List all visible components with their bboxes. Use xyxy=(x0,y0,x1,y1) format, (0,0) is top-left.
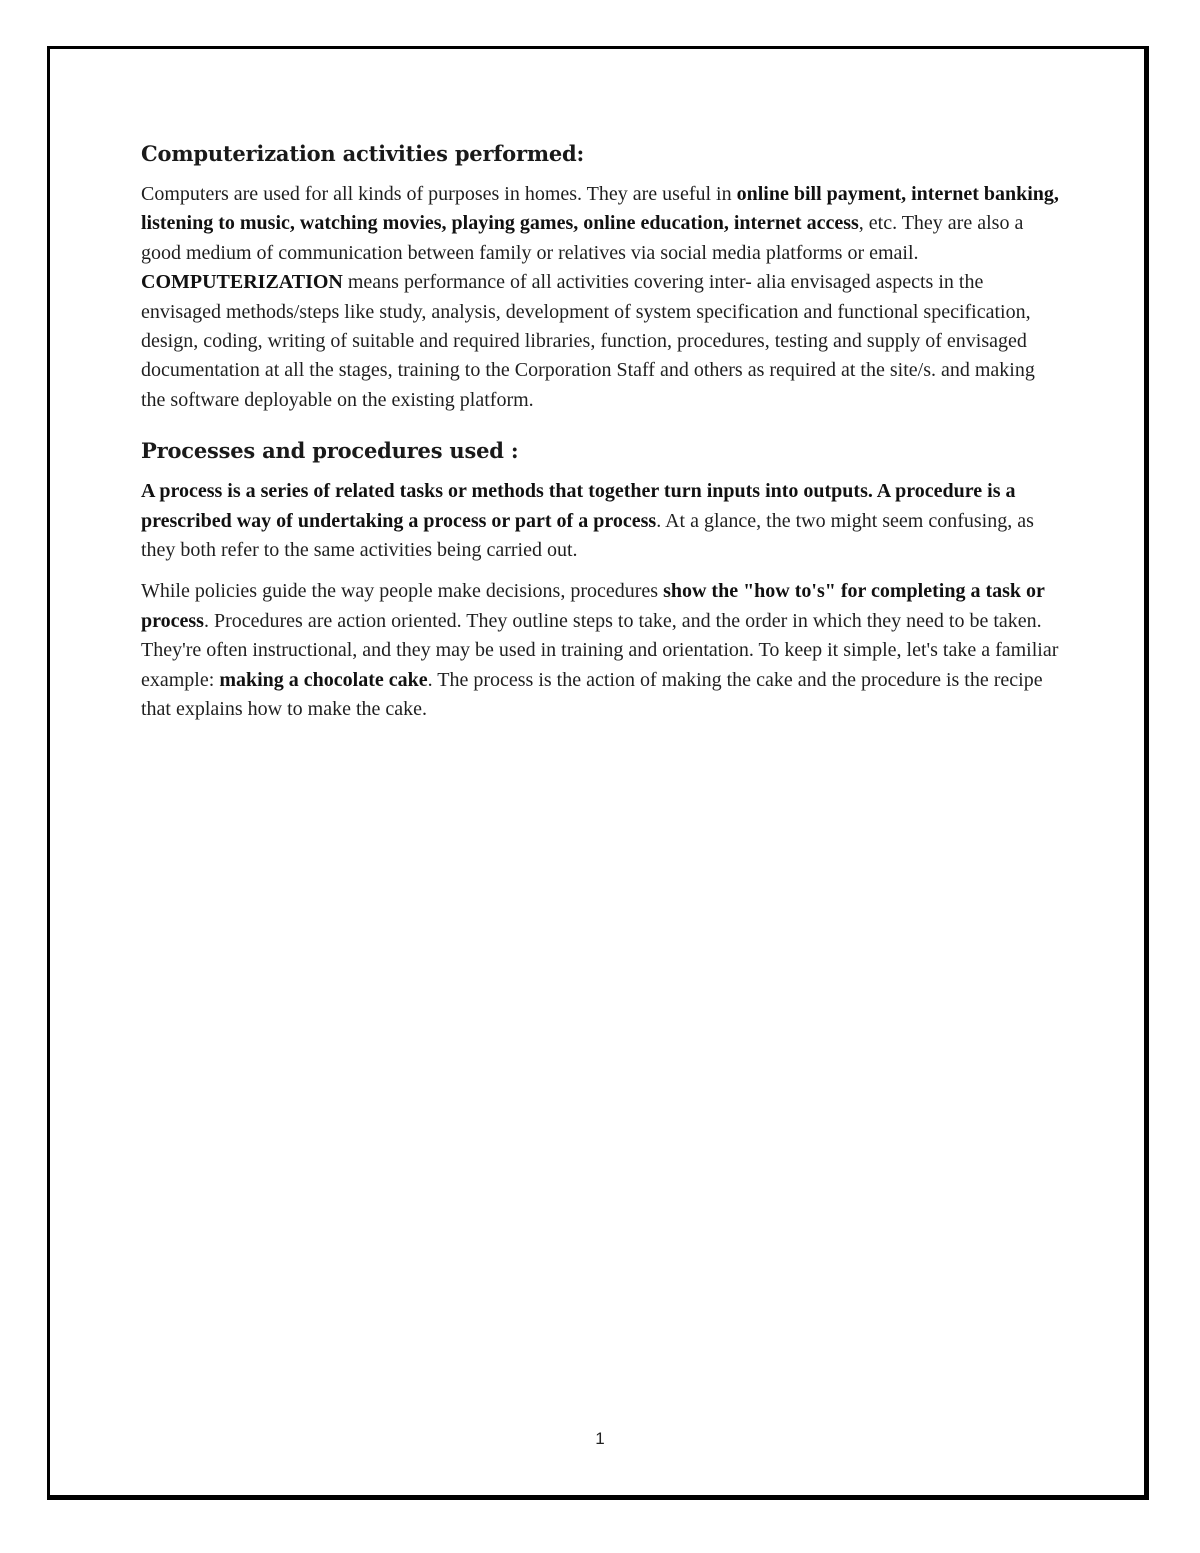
paragraph-process-definition xyxy=(141,477,1061,565)
text-run: means performance of all activities covering inter- alia envisaged aspects in the envisaged methods/steps like study, analysis, development of system specification and functional specification, design, coding, writing of suitable and required libraries, function, procedures, testing and supply of envisaged documentation at all the stages, training to the Corporation Staff and others as required at the site/s. and making the software deployable on the existing platform. xyxy=(141,271,1035,411)
text-run: , etc. They are also a good medium of communication between family or relatives via social media platforms or email. xyxy=(141,212,1024,264)
document-content xyxy=(141,141,1061,725)
section-heading-computerization: Computerization activities performed: xyxy=(141,141,585,166)
bold-text-run: making a chocolate cake xyxy=(219,668,428,691)
text-run: . Procedures are action oriented. They outline steps to take, and the order in which they need to be taken. They're often instructional, and they may be used in training and orientation. To keep it simple, let's take a familiar example: xyxy=(141,609,1059,691)
bold-text-run: COMPUTERIZATION xyxy=(141,271,343,294)
paragraph-policies-procedures xyxy=(141,577,1061,724)
paragraph-computerization xyxy=(141,180,1061,415)
text-run: Computers are used for all kinds of purposes in homes. They are useful in xyxy=(141,183,737,205)
text-run: . At a glance, the two might seem confusing, as they both refer to the same activities being carried out. xyxy=(141,509,1034,562)
bold-text-run: A process is a series of related tasks or methods that together turn inputs into outputs. A procedure is a prescribed way of undertaking a process or part of a process xyxy=(141,480,1016,532)
text-run: While policies guide the way people make decisions, procedures xyxy=(141,580,664,603)
text-run: . The process is the action of making the cake and the procedure is the recipe that explains how to make the cake. xyxy=(141,668,1043,721)
page-number: 1 xyxy=(595,1429,605,1448)
bold-text-run: online bill payment, internet banking, listening to music, watching movies, playing games, online education, internet access xyxy=(141,183,1059,235)
section-heading-processes: Processes and procedures used : xyxy=(141,438,519,464)
bold-text-run: show the "how to's" for completing a task or process xyxy=(141,580,1045,632)
